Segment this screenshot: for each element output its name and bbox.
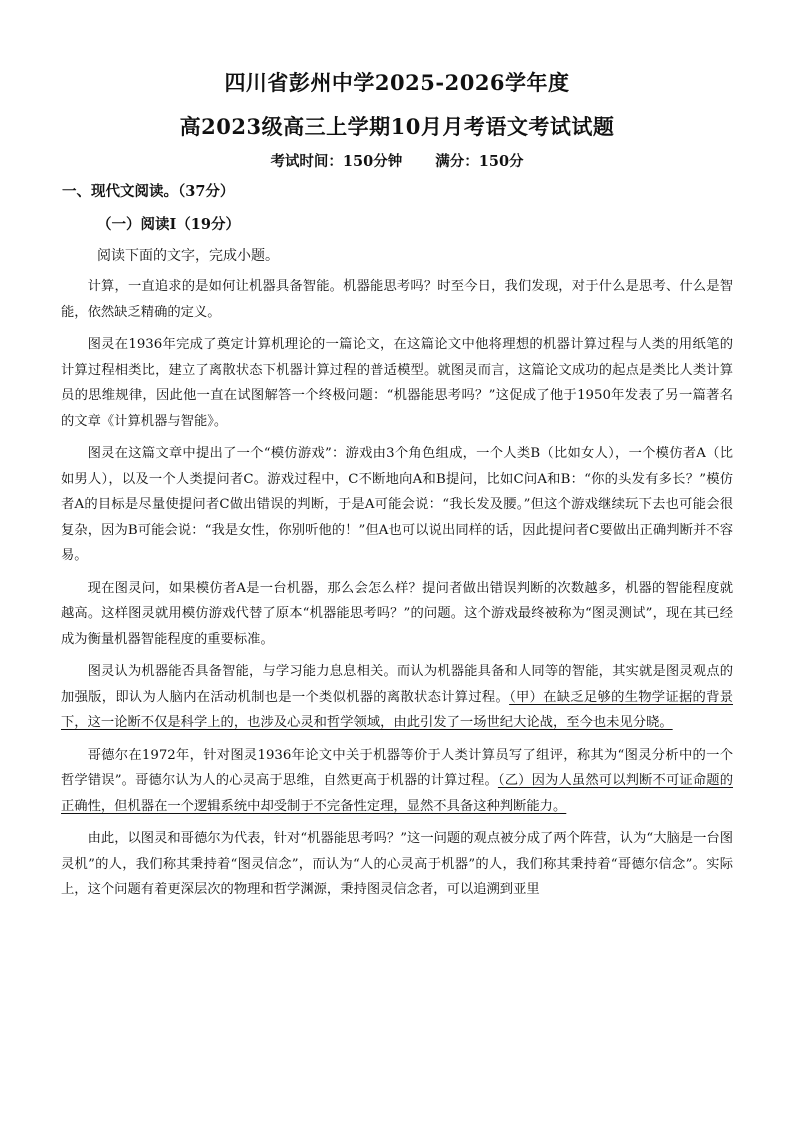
exam-time: 考试时间：150分钟 [270,153,403,170]
exam-title-subject: 高2023级高三上学期10月月考语文考试试题 [179,114,615,139]
paragraph-6-text: 哥德尔在1972年，针对图灵1936年论文中关于机器等价于人类计算员写了组评，称其为“图灵分析中的一个哲学错误”。哥德尔认为人的心灵高于思维，自然更高于机器的计算过程。 [61,747,733,788]
paragraph-5 [61,659,733,736]
paragraph-7: 由此，以图灵和哥德尔为代表，针对“机器能思考吗？”这一问题的观点被分成了两个阵营，认为“大脑是一台图灵机”的人，我们称其秉持着“图灵信念”，而认为“人的心灵高于机器”的人，我们称其秉持着“哥德尔信念”。实际上，这个问题有着更深层次的物理和哲学渊源，秉持图灵信念者，可以追溯到亚里 [61,831,733,897]
exam-meta [0,150,794,171]
reading-passage [61,274,733,910]
section-heading: 一、现代文阅读。（37分） [62,183,235,200]
exam-title-school: 四川省彭州中学2025-2026学年度 [224,70,570,95]
underlined-sentence-jia: （甲）在缺乏足够的生物学证据的背景下，这一论断不仅是科学上的，也涉及心灵和哲学领域，由此引发了一场世纪大论战，至今也未见分晓。 [61,689,733,730]
paragraph-3: 图灵在这篇文章中提出了一个“模仿游戏”：游戏由3个角色组成，一个人类B（比如女人），一个模仿者A（比如男人），以及一个人类提问者C。游戏过程中，C不断地向A和B提问，比如C问A和B：“你的头发有多长？”模仿者A的目标是尽量使提问者C做出错误的判断，于是A可能会说：“我长发及腰。”但这个游戏继续玩下去也可能会很复杂，因为B可能会说：“我是女性，你别听他的！”但A也可以说出同样的话，因此提问者C要做出正确判断并不容易。 [61,446,733,563]
paragraph-4: 现在图灵问，如果模仿者A是一台机器，那么会怎么样？提问者做出错误判断的次数越多，机器的智能程度就越高。这样图灵就用模仿游戏代替了原本“机器能思考吗？”的问题。这个游戏最终被称为“图灵测试”，现在其已经成为衡量机器智能程度的重要标准。 [61,580,733,647]
paragraph-5-text: 图灵认为机器能否具备智能，与学习能力息息相关。而认为机器能具备和人同等的智能，其实就是图灵观点的加强版，即认为人脑内在活动机制也是一个类似机器的离散状态计算过程。 [61,664,733,705]
paragraph-2: 图灵在1936年完成了奠定计算机理论的一篇论文，在这篇论文中他将理想的机器计算过程与人类的用纸笔的计算过程相类比，建立了离散状态下机器计算过程的普适模型。就图灵而言，这篇论文成功的起点是类比人类计算员的思维规律，因此他一直在试图解答一个终极问题：“机器能思考吗？”这促成了他于1950年发表了另一篇著名的文章《计算机器与智能》。 [61,337,733,429]
instruction: 阅读下面的文字，完成小题。 [97,248,279,264]
underlined-sentence-yi: （乙）因为人虽然可以判断不可证命题的正确性，但机器在一个逻辑系统中却受制于不完备性定理，显然不具备这种判断能力。 [61,773,733,814]
full-score: 满分：150分 [435,153,524,170]
sub-section-heading: （一）阅读I（19分） [97,216,240,233]
paragraph-1: 计算，一直追求的是如何让机器具备智能。机器能思考吗？时至今日，我们发现，对于什么是思考、什么是智能，依然缺乏精确的定义。 [61,279,733,320]
paragraph-6 [61,743,733,820]
